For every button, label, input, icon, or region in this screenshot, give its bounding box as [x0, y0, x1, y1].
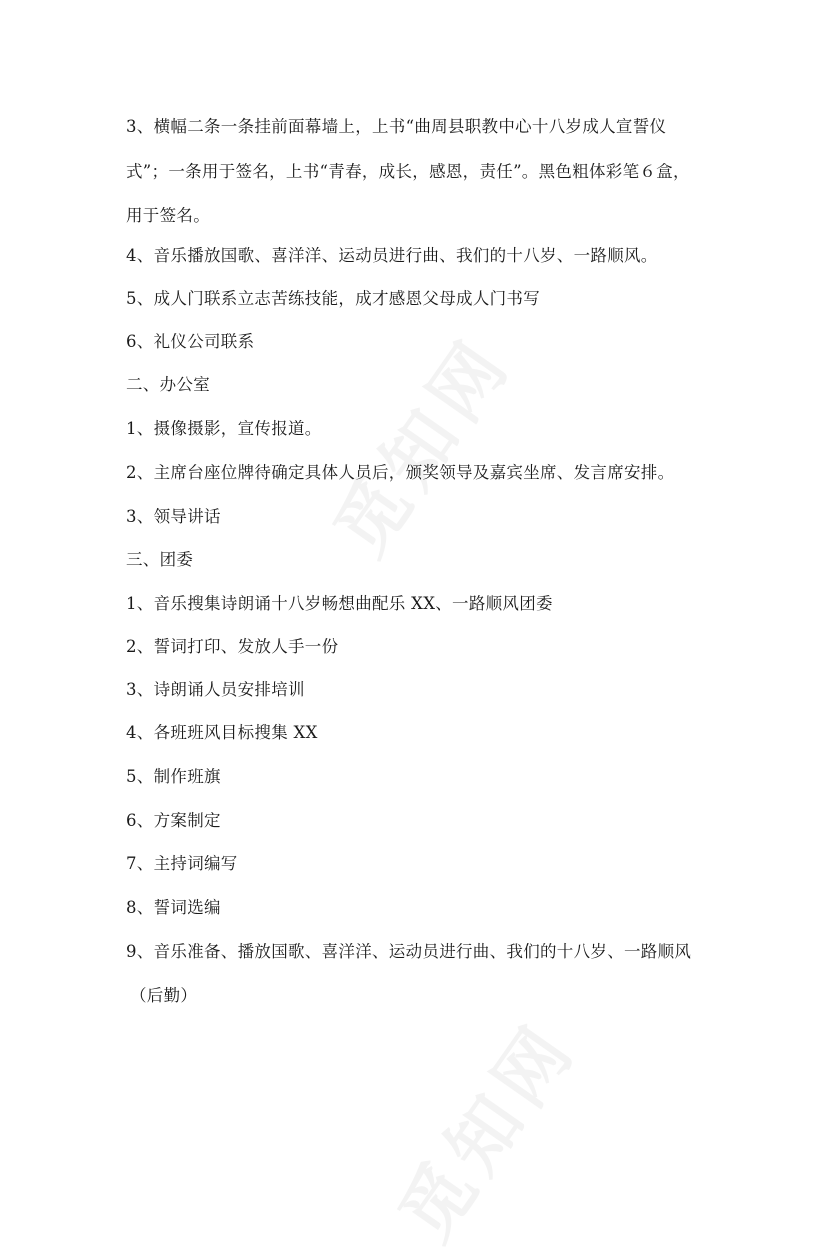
text-line: 3、横幅二条一条挂前面幕墙上，上书“曲周县职教中心十八岁成人宣誓仪: [126, 117, 667, 136]
watermark: [370, 996, 596, 1257]
text-line: 7、主持词编写: [126, 854, 238, 873]
text-line: 3、诗朗诵人员安排培训: [126, 680, 305, 699]
text-line: 8、誓词选编: [126, 898, 221, 917]
section-heading: 二、办公室: [126, 375, 210, 394]
text-line: 4、各班班风目标搜集 XX: [126, 723, 318, 742]
text-line: 式”；一条用于签名，上书“青春，成长，感恩，责任”。黑色粗体彩笔６盒，: [126, 162, 690, 181]
text-line: 5、成人门联系立志苦练技能，成才感恩父母成人门书写: [126, 289, 540, 308]
text-line: 2、主席台座位牌待确定具体人员后，颁奖领导及嘉宾坐席、发言席安排。: [126, 463, 675, 482]
text-line: 9、音乐准备、播放国歌、喜洋洋、运动员进行曲、我们的十八岁、一路顺风: [126, 942, 692, 961]
text-line: （后勤）: [130, 986, 198, 1005]
text-line: 用于签名。: [126, 206, 210, 225]
section-heading: 三、团委: [126, 550, 194, 569]
text-line: 6、方案制定: [126, 811, 221, 830]
text-line: 5、制作班旗: [126, 767, 221, 786]
text-line: 4、音乐播放国歌、喜洋洋、运动员进行曲、我们的十八岁、一路顺风。: [126, 246, 658, 265]
text-line: 2、誓词打印、发放人手一份: [126, 637, 339, 656]
text-line: 1、音乐搜集诗朗诵十八岁畅想曲配乐 XX、一路顺风团委: [126, 594, 553, 613]
text-line: 1、摄像摄影，宣传报道。: [126, 419, 322, 438]
text-line: 6、礼仪公司联系: [126, 332, 255, 351]
text-line: 3、领导讲话: [126, 507, 221, 526]
